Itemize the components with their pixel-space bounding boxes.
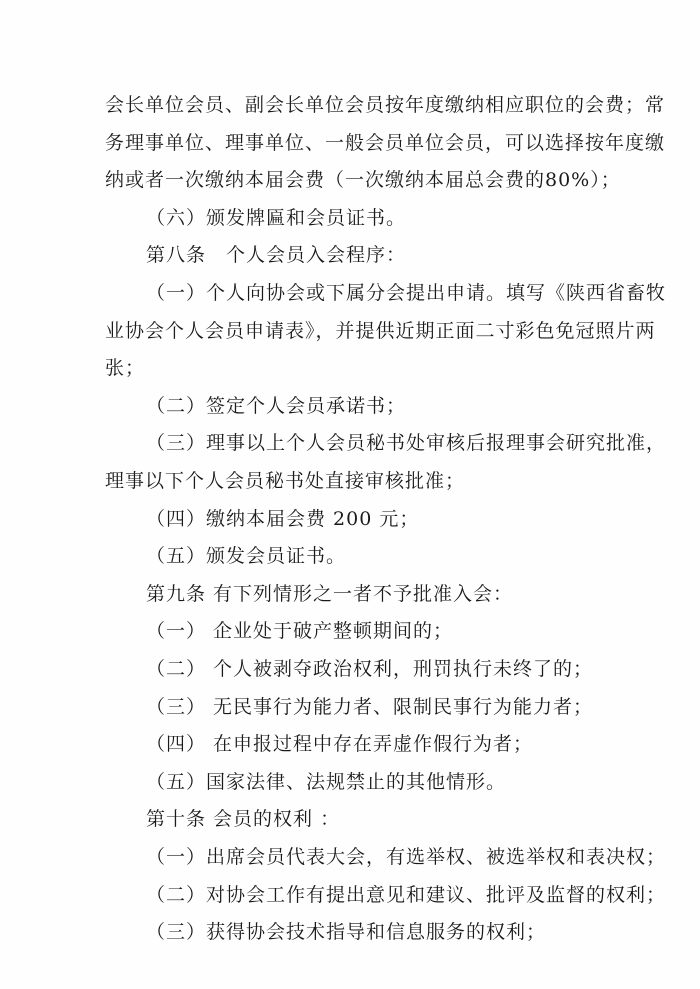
text-line: （三）理事以上个人会员秘书处审核后报理事会研究批准，	[146, 432, 667, 455]
text-line: （三） 无民事行为能力者、限制民事行为能力者；	[146, 695, 594, 718]
text-line: （六）颁发牌匾和会员证书。	[146, 206, 407, 229]
text-line: 会长单位会员、副会长单位会员按年度缴纳相应职位的会费；常	[105, 94, 666, 116]
text-line: 务理事单位、理事单位、一般会员单位会员，可以选择按年度缴	[105, 131, 666, 154]
text-line: （一） 企业处于破产整顿期间的；	[146, 620, 454, 643]
text-line: （一）个人向协会或下属分会提出申请。填写《陕西省畜牧	[146, 282, 667, 304]
text-line: （二）签定个人会员承诺书；	[146, 394, 407, 417]
text-line: （三）获得协会技术指导和信息服务的权利；	[146, 921, 547, 944]
text-line: （四）缴纳本届会费 200 元；	[146, 507, 420, 530]
text-line: 纳或者一次缴纳本届会费（一次缴纳本届总会费的80%）；	[105, 169, 621, 192]
text-line: （五）国家法律、法规禁止的其他情形。	[146, 770, 507, 793]
article-heading: 第十条 会员的权利 ：	[146, 808, 341, 831]
text-line: （一）出席会员代表大会，有选举权、被选举权和表决权；	[146, 846, 667, 868]
text-line: （二） 个人被剥夺政治权利，刑罚执行未终了的；	[146, 658, 594, 680]
text-line: （五）颁发会员证书。	[146, 545, 347, 568]
text-line: 理事以下个人会员秘书处直接审核批准；	[105, 470, 466, 492]
article-heading: 第八条 个人会员入会程序：	[146, 244, 407, 267]
text-line: （四） 在申报过程中存在弄虚作假行为者；	[146, 733, 534, 756]
text-line: 张；	[105, 357, 146, 380]
text-line: 业协会个人会员申请表》，并提供近期正面二寸彩色免冠照片两	[105, 319, 656, 342]
text-line: （二）对协会工作有提出意见和建议、批评及监督的权利；	[146, 883, 667, 906]
article-heading: 第九条 有下列情形之一者不予批准入会：	[146, 582, 514, 605]
